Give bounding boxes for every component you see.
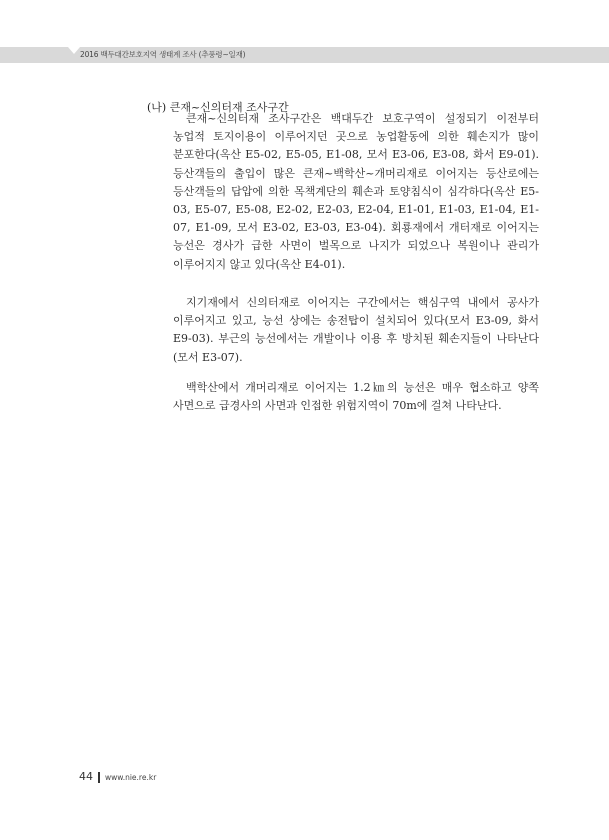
body-paragraph-3: 백학산에서 개머리재로 이어지는 1.2㎞의 능선은 매우 협소하고 양쪽 사면으로 급경사의 사면과 인접한 위험지역이 70m에 걸쳐 나타난다.: [173, 381, 539, 413]
body-paragraph-1: 큰재~신의터재 조사구간은 백대두간 보호구역이 설정되기 이전부터 농업적 토지이용이 이루어지던 곳으로 농업활동에 의한 훼손지가 많이 분포한다(옥산 E5-02, E5-05, E1-08, 모서 E3-06, E3-08, 화서 E9-01). 등산객들의 출입이 많은 큰재~백학산~개머리재로 이어지는 등산로에는 등산객들의 답압에 의한 목책계단의 훼손과 토양침식이 심각하다(옥산 E5-03, E5-07, E5-08, E2-02, E2-03, E2-04, E1-01, E1-03, E1-04, E1-07, E1-09, 모서 E3-02, E3-03, E3-04). 회룡재에서 개터재로 이어지는 능선은 경사가 급한 사면이 벌목으로 나지가 되었으나 복원이나 관리가 이루어지지 않고 있다(옥산 E4-01).: [173, 112, 539, 271]
header-notch-marker: [68, 47, 80, 54]
running-header-title: 2016 백두대간보호지역 생태계 조사 (추풍령~일재): [80, 50, 246, 59]
body-paragraph-2: 지기재에서 신의터재로 이어지는 구간에서는 핵심구역 내에서 공사가 이루어지고 있고, 능선 상에는 송전탑이 설치되어 있다(모서 E3-09, 화서 E9-03). 부근의 능선에서는 개발이나 이용 후 방치된 훼손지들이 나타난다(모서 E3-07).: [173, 296, 539, 364]
footer-separator: [98, 772, 100, 783]
page-number: 44: [79, 770, 93, 783]
footer-url: www.nie.re.kr: [105, 773, 157, 782]
section-heading: (나) 큰재~신의터재 조사구간: [147, 101, 289, 114]
